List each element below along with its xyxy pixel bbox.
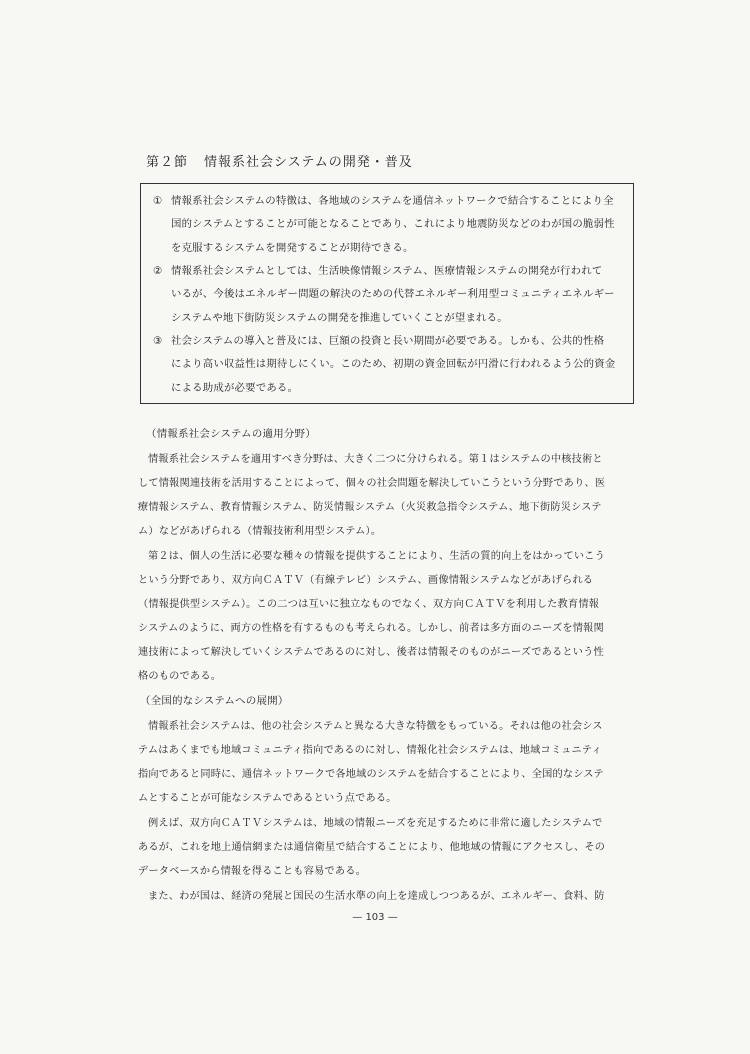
- summary-line: により高い収益性は期待しにくい。このため、初期の資金回転が円滑に行われるよう公的資金: [171, 358, 616, 371]
- section-title: [146, 151, 429, 170]
- body-line: 格のものである。: [138, 671, 222, 682]
- body-line: して情報関連技術を活用することによって、個々の社会問題を解決していこうという分野であり、医: [138, 478, 606, 489]
- summary-marker-1: ①: [153, 195, 163, 207]
- body-line: あるが、これを地上通信網または通信衛星で結合することにより、他地域の情報にアクセスし、その: [138, 842, 606, 853]
- summary-marker-2: ②: [153, 265, 163, 277]
- body-line: データベースから情報を得ることも容易である。: [138, 866, 367, 877]
- body-line: テムはあくまでも地域コミュニティ指向であるのに対し、情報化社会システムは、地域コミュニティ: [138, 745, 602, 756]
- summary-line: システムや地下街防災システムの開発を推進していくことが望まれる。: [171, 311, 508, 324]
- body-line: 第２は、個人の生活に必要な種々の情報を提供することにより、生活の質的向上をはかっていこう: [148, 551, 606, 562]
- summary-marker-3: ③: [153, 335, 163, 347]
- body-line: 指向であると同時に、通信ネットワークで各地域のシステムを結合することにより、全国的なシステ: [138, 769, 604, 780]
- summary-line: いるが、今後はエネルギー問題の解決のための代替エネルギー利用型コミュニティエネルギー: [171, 288, 615, 301]
- summary-item-1: [153, 190, 629, 260]
- body-line: また、わが国は、経済の発展と国民の生活水準の向上を達成しつつあるが、エネルギー、食料、防: [148, 891, 605, 902]
- body-line: ムとすることが可能なシステムであるという点である。: [138, 793, 397, 804]
- body-line: システムのように、両方の性格を有するものも考えられる。しかし、前者は多方面のニーズを情報関: [138, 623, 604, 634]
- subheading-nationwide-expansion: （全国的なシステムへの展開）: [140, 695, 289, 707]
- summary-box: [140, 183, 634, 404]
- summary-line: による助成が必要である。: [171, 381, 299, 394]
- body-line: （情報提供型システム）。この二つは互いに独立なものでなく、双方向ＣＡＴＶを利用した教育情報: [138, 599, 600, 610]
- summary-item-3: [153, 330, 629, 400]
- section-number: 第２節: [146, 155, 189, 170]
- summary-line: 情報系社会システムの特徴は、各地域のシステムを通信ネットワークで結合することにより全: [171, 195, 614, 207]
- summary-line: 社会システムの導入と普及には、巨額の投資と長い期間が必要である。しかも、公共的性格: [171, 335, 605, 347]
- summary-line: 国的システムとすることが可能となることであり、これにより地震防災などのわが国の脆弱性: [171, 218, 615, 231]
- page-number: — 103 —: [352, 912, 398, 923]
- body-line: ム）などがあげられる（情報技術利用型システム）。: [138, 526, 382, 537]
- summary-line: 情報系社会システムとしては、生活映像情報システム、医療情報システムの開発が行われて: [171, 265, 603, 277]
- summary-item-2: [153, 260, 629, 330]
- body-line: 療情報システム、教育情報システム、防災情報システム（火災救急指令システム、地下街防災システ: [138, 502, 602, 513]
- body-line: 情報系社会システムは、他の社会システムと異なる大きな特徴をもっている。それは他の社会シス: [148, 721, 603, 732]
- body-line: 例えば、双方向ＣＡＴＶシステムは、地域の情報ニーズを充足するために非常に適したシステムで: [148, 818, 603, 829]
- subheading-application-fields: （情報系社会システムの適用分野）: [146, 428, 317, 440]
- body-line: という分野であり、双方向ＣＡＴＶ（有線テレビ）システム、画像情報システムなどがあげられる: [138, 575, 594, 586]
- body-line: 連技術によって解決していくシステムであるのに対し、後者は情報そのものがニーズであるという性: [138, 647, 604, 658]
- section-title-text: 情報系社会システムの開発・普及: [204, 155, 413, 170]
- body-line: 情報系社会システムを適用すべき分野は、大きく二つに分けられる。第１はシステムの中核技術と: [148, 454, 603, 465]
- summary-line: を克服するシステムを開発することが期待できる。: [171, 241, 414, 254]
